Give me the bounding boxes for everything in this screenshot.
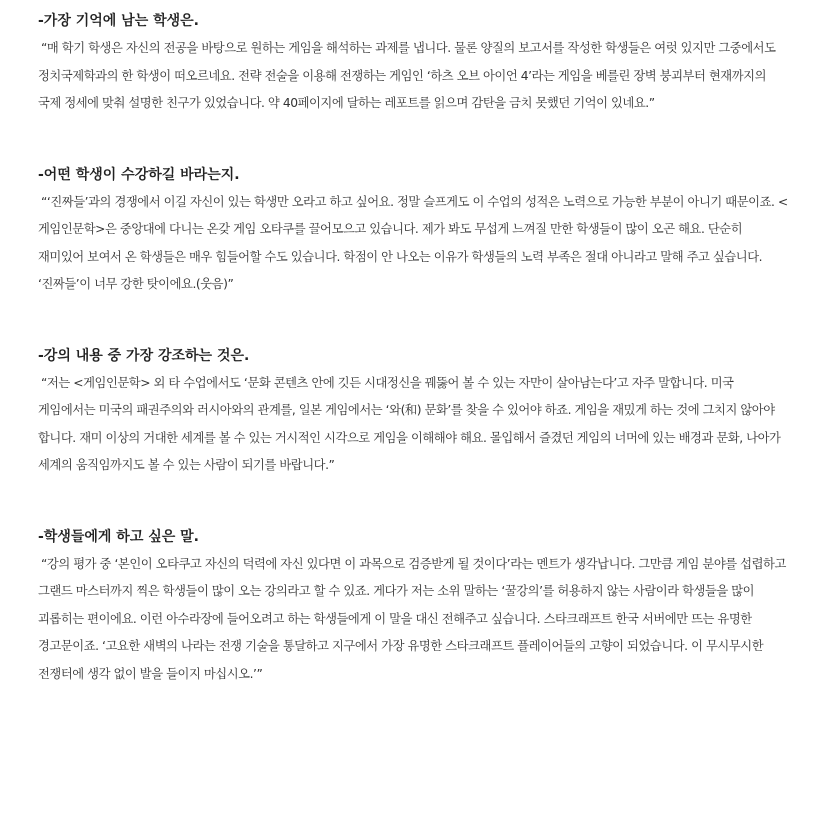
qa-section-lecture-emphasis [38,346,788,480]
section-spacer [38,118,788,154]
qa-section-desired-student [38,165,788,299]
section-spacer [38,299,788,335]
qa-section-memorable-student [38,11,788,118]
question-heading: -어떤 학생이 수강하길 바라는지. [38,166,240,183]
answer-paragraph: “저는 <게임인문학> 외 타 수업에서도 ‘문화 콘텐츠 안에 깃든 시대정신을 꿰뚫어 볼 수 있는 자만이 살아남는다’고 자주 말합니다. 미국 게임에서는 미국의 패권주의와 러시아와의 관계를, 일본 게임에서는 ‘와(和) 문화’를 찾을 수 있어야 하죠. 게임을 재밌게 하는 것에 그치지 않아야 합니다. 재미 이상의 거대한 세계를 볼 수 있는 거시적인 시각으로 게임을 이해해야 해요. 몰입해서 즐겼던 게임의 너머에 있는 배경과 문화, 나아가 세계의 움직임까지도 볼 수 있는 사람이 되기를 바랍니다.” [38,375,781,472]
answer-paragraph: “강의 평가 중 ‘본인이 오타쿠고 자신의 덕력에 자신 있다면 이 과목으로 검증받게 될 것이다’라는 멘트가 생각납니다. 그만큼 게임 분야를 섭렵하고 그랜드 마스터까지 찍은 학생들이 많이 오는 강의라고 할 수 있죠. 게다가 저는 소위 말하는 ‘꿀강의’를 허용하지 않는 사람이라 학생들을 많이 괴롭히는 편이에요. 이런 아수라장에 들어오려고 하는 학생들에게 이 말을 대신 전해주고 싶습니다. 스타크래프트 한국 서버에만 뜨는 유명한 경고문이죠. ‘고요한 새벽의 나라는 전쟁 기술을 통달하고 지구에서 가장 유명한 스타크래프트 플레이어들의 고향이 되었습니다. 이 무시무시한 전쟁터에 생각 없이 발을 들이지 마십시오.’” [38,556,786,681]
answer-paragraph: “‘진짜들’과의 경쟁에서 이길 자신이 있는 학생만 오라고 하고 싶어요. 정말 슬프게도 이 수업의 성적은 노력으로 가능한 부분이 아니기 때문이죠. <게임인문학>은 중앙대에 다니는 온갖 게임 오타쿠를 끌어모으고 있습니다. 제가 봐도 무섭게 느껴질 만한 학생들이 많이 오곤 해요. 단순히 재미있어 보여서 온 학생들은 매우 힘들어할 수도 있습니다. 학점이 안 나오는 이유가 학생들의 노력 부족은 절대 아니라고 말해 주고 싶습니다. ‘진짜들’이 너무 강한 탓이에요.(웃음)” [38,194,788,291]
question-heading: -학생들에게 하고 싶은 말. [38,528,199,545]
section-spacer [38,480,788,516]
answer-paragraph: “매 학기 학생은 자신의 전공을 바탕으로 원하는 게임을 해석하는 과제를 냅니다. 물론 양질의 보고서를 작성한 학생들은 여럿 있지만 그중에서도 정치국제학과의 한 학생이 떠오르네요. 전략 전술을 이용해 전쟁하는 게임인 ‘하츠 오브 아이언 4’라는 게임을 베를린 장벽 붕괴부터 현재까지의 국제 정세에 맞춰 설명한 친구가 있었습니다. 약 40페이지에 달하는 레포트를 읽으며 감탄을 금치 못했던 기억이 있네요.” [38,41,776,110]
interview-article [38,0,788,688]
qa-section-message-to-students [38,527,788,689]
question-heading: -가장 기억에 남는 학생은. [38,13,199,29]
question-heading: -강의 내용 중 가장 강조하는 것은. [38,347,250,364]
